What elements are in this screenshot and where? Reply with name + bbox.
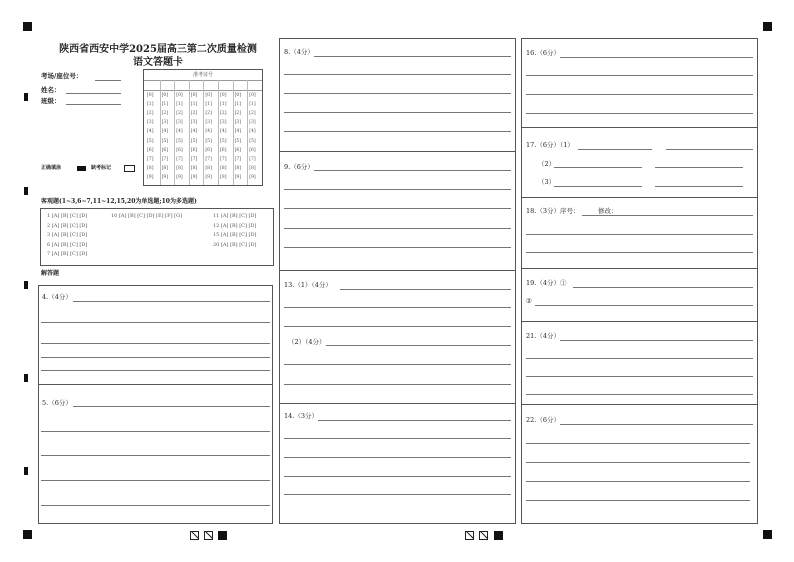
answer-line[interactable] <box>526 234 753 235</box>
page-marker-box <box>465 531 474 540</box>
answer-line[interactable] <box>655 186 743 187</box>
answer-line[interactable] <box>535 305 753 306</box>
page-title: 陕西省西安中学2025届高三第二次质量检测 <box>59 44 257 55</box>
edge-marker <box>24 93 28 101</box>
subjective-title: 解答题 <box>41 270 60 277</box>
admission-digit-bubble[interactable]: [9] <box>234 174 242 180</box>
answer-line[interactable] <box>666 149 753 150</box>
admission-digit-bubble[interactable]: [0] <box>205 93 212 98</box>
admission-digit-bubble[interactable]: [0] <box>161 93 169 98</box>
answer-line[interactable] <box>326 345 511 346</box>
objective-title: 客观题(1~3,6~7,11~12,15,20为单选题;10为多选题) <box>41 198 197 205</box>
admission-digit-bubble[interactable]: [7] <box>234 156 242 162</box>
page-marker-box <box>204 531 213 540</box>
answer-line[interactable] <box>314 170 511 171</box>
admission-digit-bubble[interactable]: [2] <box>176 111 183 117</box>
admission-digit-bubble[interactable]: [4] <box>220 129 227 135</box>
answer-line[interactable] <box>284 476 511 477</box>
objective-question-row[interactable]: 7 [A] [B] [C] [D] <box>47 251 88 258</box>
admission-digit-bubble[interactable]: [8] <box>161 165 169 171</box>
admission-digit-bubble[interactable]: [4] <box>147 129 154 135</box>
admission-digit-bubble[interactable]: [8] <box>176 165 183 171</box>
answer-line[interactable] <box>284 326 511 327</box>
q21-label: 21.（4分） <box>526 332 560 340</box>
answer-line[interactable] <box>73 406 270 407</box>
answer-box-col1 <box>38 285 273 524</box>
correct-fill-label: 正确填涂 <box>41 165 62 171</box>
admission-digit-bubble[interactable]: [6] <box>234 147 242 153</box>
admission-digit-bubble[interactable]: [3] <box>147 120 154 126</box>
admission-digit-bubble[interactable]: [3] <box>220 120 227 126</box>
answer-line[interactable] <box>284 494 511 495</box>
objective-question-row[interactable]: 10 [A] [B] [C] [D] [E] [F] [G] <box>111 213 183 219</box>
admission-digit-bubble[interactable]: [5] <box>161 138 169 144</box>
admission-digit-bubble[interactable]: [0] <box>249 93 256 98</box>
answer-line[interactable] <box>284 112 511 113</box>
answer-line[interactable] <box>284 247 511 248</box>
admission-number-grid <box>143 69 263 186</box>
q17-label: 17.（6分）（1） <box>526 141 574 149</box>
answer-line[interactable] <box>284 384 511 385</box>
correct-fill-sample <box>77 166 86 171</box>
admission-digit-bubble[interactable]: [8] <box>220 165 227 171</box>
room-seat-field[interactable] <box>95 80 121 81</box>
objective-question-row[interactable]: 20 [A] [B] [C] [D] <box>213 241 257 248</box>
room-seat-label: 考场/座位号： <box>41 72 83 80</box>
edge-marker <box>24 374 28 382</box>
admission-digit-bubble[interactable]: [4] <box>249 129 256 135</box>
admission-digit-bubble[interactable]: [6] <box>147 147 154 153</box>
admission-digit-bubble[interactable]: [5] <box>234 138 242 144</box>
edge-marker <box>24 281 28 289</box>
admission-digit-bubble[interactable]: [3] <box>234 120 242 126</box>
q4-label: 4.（4分） <box>42 293 72 301</box>
answer-line[interactable] <box>41 343 270 344</box>
class-label: 班级： <box>41 97 61 105</box>
q19-label: 19.（4分）① <box>526 279 567 287</box>
admission-digit-bubble[interactable]: [4] <box>190 129 198 135</box>
admission-digit-bubble[interactable]: [8] <box>147 165 154 171</box>
admission-digit-bubble[interactable]: [2] <box>147 111 154 117</box>
q13-1-label: 13.（1）（4分） <box>284 281 332 289</box>
page-marker-fill <box>494 531 503 540</box>
admission-digit-bubble[interactable]: [5] <box>220 138 227 144</box>
admission-digit-bubble[interactable]: [1] <box>220 102 227 108</box>
answer-line[interactable] <box>526 358 753 359</box>
admission-digit-bubble[interactable]: [9] <box>161 174 169 180</box>
answer-line[interactable] <box>284 307 511 308</box>
answer-line[interactable] <box>526 75 753 76</box>
admission-digit-bubble[interactable]: [9] <box>176 174 183 180</box>
answer-line[interactable] <box>41 455 270 456</box>
answer-line[interactable] <box>655 167 743 168</box>
objective-question-row[interactable]: 3 [A] [B] [C] [D] <box>47 232 88 239</box>
q5-label: 5.（6分） <box>42 399 72 407</box>
answer-line[interactable] <box>526 376 753 377</box>
page-subtitle: 语文答题卡 <box>133 57 183 68</box>
answer-line[interactable] <box>526 462 750 463</box>
name-label: 姓名： <box>41 86 61 94</box>
admission-digit-bubble[interactable]: [3] <box>190 120 198 126</box>
admission-digit-bubble[interactable]: [9] <box>220 174 227 180</box>
admission-digit-bubble[interactable]: [8] <box>249 165 256 171</box>
objective-question-row[interactable]: 2 [A] [B] [C] [D] <box>47 222 88 229</box>
answer-line[interactable] <box>560 424 753 425</box>
admission-digit-bubble[interactable]: [1] <box>190 102 198 108</box>
answer-line[interactable] <box>560 340 753 341</box>
admission-digit-bubble[interactable]: [9] <box>190 174 198 180</box>
admission-digit-bubble[interactable]: [9] <box>249 174 256 180</box>
admission-digit-bubble[interactable]: [6] <box>161 147 169 153</box>
admission-digit-bubble[interactable]: [0] <box>234 93 242 98</box>
answer-line[interactable] <box>526 113 753 114</box>
admission-digit-bubble[interactable]: [8] <box>205 165 212 171</box>
admission-digit-bubble[interactable]: [7] <box>176 156 183 162</box>
answer-line[interactable] <box>73 301 270 302</box>
admission-digit-bubble[interactable]: [4] <box>161 129 169 135</box>
answer-line[interactable] <box>526 481 750 482</box>
objective-question-row[interactable]: 11 [A] [B] [C] [D] <box>213 213 257 219</box>
admission-digit-bubble[interactable]: [2] <box>249 111 256 117</box>
answer-line[interactable] <box>284 457 511 458</box>
corner-marker-tl <box>23 22 32 31</box>
answer-line[interactable] <box>526 394 753 395</box>
corner-marker-tr <box>763 22 772 31</box>
answer-line[interactable] <box>554 186 642 187</box>
admission-digit-bubble[interactable]: [9] <box>205 174 212 180</box>
answer-line[interactable] <box>284 438 511 439</box>
q14-label: 14.（3分） <box>284 412 318 420</box>
admission-digit-bubble[interactable]: [0] <box>220 93 227 98</box>
corner-marker-bl <box>23 530 32 539</box>
answer-line[interactable] <box>41 480 270 481</box>
admission-digit-bubble[interactable]: [2] <box>190 111 198 117</box>
answer-line[interactable] <box>284 74 511 75</box>
admission-digit-bubble[interactable]: [7] <box>190 156 198 162</box>
answer-line[interactable] <box>573 287 753 288</box>
admission-digit-bubble[interactable]: [8] <box>234 165 242 171</box>
admission-digit-bubble[interactable]: [1] <box>161 102 169 108</box>
admission-digit-bubble[interactable]: [0] <box>147 93 154 98</box>
admission-digit-bubble[interactable]: [3] <box>205 120 212 126</box>
q16-label: 16.（6分） <box>526 49 560 57</box>
name-field[interactable] <box>66 93 121 94</box>
answer-line[interactable] <box>526 443 750 444</box>
admission-digit-bubble[interactable]: [2] <box>234 111 242 117</box>
objective-question-row[interactable]: 6 [A] [B] [C] [D] <box>47 241 88 248</box>
admission-digit-bubble[interactable]: [4] <box>205 129 212 135</box>
answer-line[interactable] <box>554 167 642 168</box>
answer-line[interactable] <box>560 57 753 58</box>
absent-mark-label: 缺考标记 <box>91 165 112 171</box>
q17-3-label: （3） <box>538 178 556 186</box>
admission-digit-bubble[interactable]: [5] <box>147 138 154 144</box>
admission-digit-bubble[interactable]: [7] <box>249 156 256 162</box>
edge-marker <box>24 467 28 475</box>
admission-digit-bubble[interactable]: [7] <box>220 156 227 162</box>
answer-line[interactable] <box>340 289 511 290</box>
admission-digit-bubble[interactable]: [5] <box>205 138 212 144</box>
answer-line[interactable] <box>284 228 511 229</box>
answer-line[interactable] <box>607 215 753 216</box>
admission-digit-bubble[interactable]: [9] <box>147 174 154 180</box>
admission-digit-bubble[interactable]: [3] <box>176 120 183 126</box>
absent-mark-box[interactable] <box>124 165 135 172</box>
objective-question-row[interactable]: 12 [A] [B] [C] [D] <box>213 222 257 229</box>
admission-digit-bubble[interactable]: [1] <box>205 102 212 108</box>
answer-line[interactable] <box>314 56 511 57</box>
answer-line[interactable] <box>284 364 511 365</box>
admission-digit-bubble[interactable]: [1] <box>176 102 183 108</box>
answer-line[interactable] <box>284 131 511 132</box>
objective-question-row[interactable]: 15 [A] [B] [C] [D] <box>213 232 257 239</box>
admission-digit-bubble[interactable]: [6] <box>176 147 183 153</box>
answer-line[interactable] <box>41 505 270 506</box>
admission-digit-bubble[interactable]: [0] <box>190 93 198 98</box>
q8-label: 8.（4分） <box>284 48 314 56</box>
admission-digit-bubble[interactable]: [4] <box>234 129 242 135</box>
q22-label: 22.（6分） <box>526 416 560 424</box>
admission-digit-bubble[interactable]: [3] <box>249 120 256 126</box>
admission-digit-bubble[interactable]: [4] <box>176 129 183 135</box>
answer-line[interactable] <box>284 208 511 209</box>
answer-line[interactable] <box>318 420 511 421</box>
q17-2-label: （2） <box>538 160 556 168</box>
answer-line[interactable] <box>41 357 270 358</box>
admission-digit-bubble[interactable]: [2] <box>220 111 227 117</box>
admission-digit-bubble[interactable]: [7] <box>205 156 212 162</box>
admission-digit-bubble[interactable]: [8] <box>190 165 198 171</box>
admission-digit-bubble[interactable]: [6] <box>190 147 198 153</box>
admission-digit-bubble[interactable]: [1] <box>249 102 256 108</box>
q18-label: 18.（3分）序号： <box>526 207 580 215</box>
corner-marker-br <box>763 530 772 539</box>
page-marker-box <box>190 531 199 540</box>
page-marker-fill <box>218 531 227 540</box>
admission-digit-bubble[interactable]: [1] <box>147 102 154 108</box>
q19-2-label: ② <box>526 297 532 305</box>
class-field[interactable] <box>66 104 121 105</box>
answer-line[interactable] <box>41 370 270 371</box>
answer-line[interactable] <box>284 189 511 190</box>
answer-line[interactable] <box>526 94 753 95</box>
admission-digit-bubble[interactable]: [5] <box>190 138 198 144</box>
admission-digit-bubble[interactable]: [7] <box>161 156 169 162</box>
objective-section <box>40 208 274 266</box>
admission-label: 准考证号 <box>192 72 213 78</box>
admission-digit-bubble[interactable]: [6] <box>205 147 212 153</box>
admission-digit-bubble[interactable]: [0] <box>176 93 183 98</box>
q18-edit-label: 修改： <box>598 207 618 215</box>
admission-digit-bubble[interactable]: [5] <box>249 138 256 144</box>
answer-line[interactable] <box>41 322 270 323</box>
admission-digit-bubble[interactable]: [3] <box>161 120 169 126</box>
answer-line[interactable] <box>41 431 270 432</box>
admission-digit-bubble[interactable]: [6] <box>249 147 256 153</box>
answer-line[interactable] <box>526 252 753 253</box>
admission-digit-bubble[interactable]: [2] <box>205 111 212 117</box>
admission-digit-bubble[interactable]: [1] <box>234 102 242 108</box>
admission-digit-bubble[interactable]: [2] <box>161 111 169 117</box>
admission-digit-bubble[interactable]: [7] <box>147 156 154 162</box>
page-marker-box <box>479 531 488 540</box>
edge-marker <box>24 187 28 195</box>
admission-digit-bubble[interactable]: [6] <box>220 147 227 153</box>
admission-digit-bubble[interactable]: [5] <box>176 138 183 144</box>
objective-question-row[interactable]: 1 [A] [B] [C] [D] <box>47 213 88 219</box>
answer-line[interactable] <box>578 149 652 150</box>
answer-line[interactable] <box>526 500 750 501</box>
q13-2-label: （2）（4分） <box>288 338 326 346</box>
q9-label: 9.（6分） <box>284 163 314 171</box>
answer-line[interactable] <box>284 93 511 94</box>
